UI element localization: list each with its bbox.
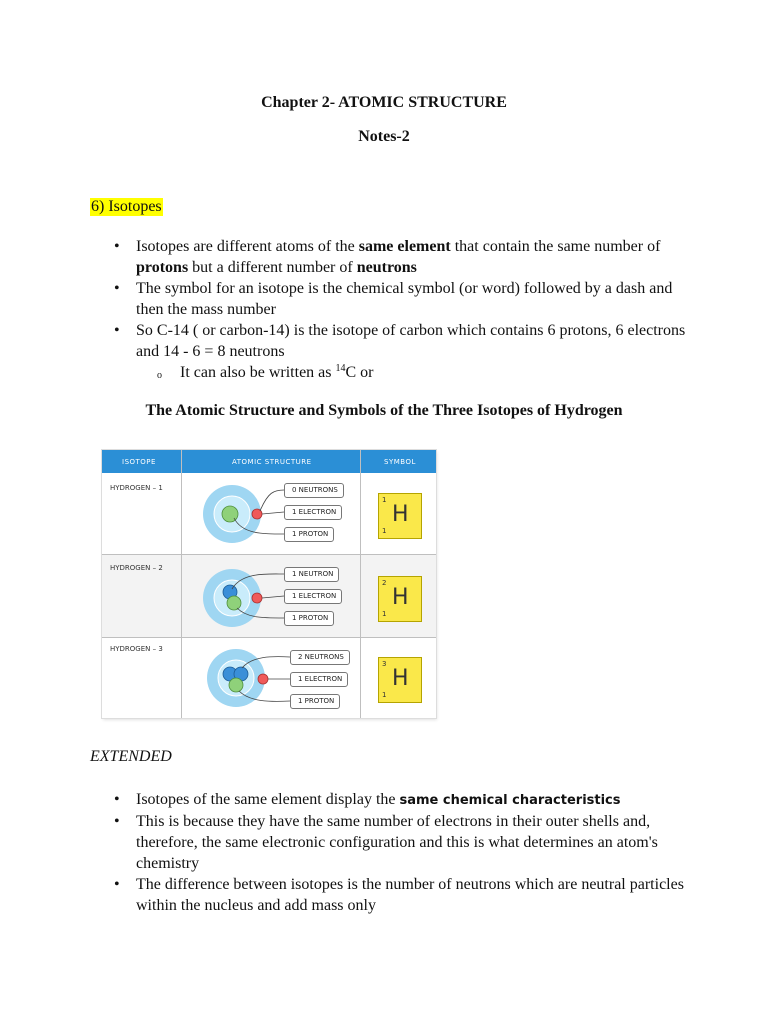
list-item: • The difference between isotopes is the number of neutrons which are neutral particles within the nucleus and add mass only [90, 874, 690, 916]
sub-list [136, 362, 690, 383]
electron-particle [252, 593, 262, 603]
label-pointer [260, 490, 284, 511]
list-item: • Isotopes of the same element display the same chemical characteristics [90, 789, 690, 811]
electron-label: 1 ELECTRON [284, 505, 342, 520]
electron-particle [258, 674, 268, 684]
list-item: • So C-14 ( or carbon-14) is the isotope of carbon which contains 6 protons, 6 electrons and 14 - 6 = 8 neutrons o It can also be written as $^{14}$C or [90, 320, 690, 383]
extended-heading: EXTENDED [90, 748, 172, 765]
isotope-symbol-box [378, 576, 422, 622]
hydrogen-1-atom [203, 485, 284, 543]
notes-title: Notes-2 [358, 128, 410, 145]
list-item: • This is because they have the same number of electrons in their outer shells and, therefore, the same electronic configuration and this is what determines an atom's chemistry [90, 811, 690, 874]
label-pointer [262, 512, 284, 514]
isotope-symbol-box [378, 657, 422, 703]
element-symbol: H [392, 585, 409, 610]
neutron-label: 0 NEUTRONS [284, 483, 344, 498]
isotope-symbol-box [378, 493, 422, 539]
proton-particle [227, 596, 241, 610]
mass-number: 1 [382, 496, 387, 504]
list-item: • Isotopes are different atoms of the same element that contain the same number of protons but a different number of neutrons [90, 236, 690, 278]
proton-label: 1 PROTON [284, 611, 334, 626]
isotope-name: HYDROGEN – 2 [110, 564, 163, 572]
element-symbol: H [392, 502, 409, 527]
proton-particle [229, 678, 243, 692]
neutron-label: 2 NEUTRONS [290, 650, 350, 665]
label-pointer [262, 596, 284, 598]
header-isotope: ISOTOPE [122, 458, 156, 466]
atomic-number: 1 [382, 527, 387, 535]
isotopes-bullet-list [90, 236, 690, 383]
mass-number: 3 [382, 660, 387, 668]
atomic-number: 1 [382, 691, 387, 699]
electron-label: 1 ELECTRON [290, 672, 348, 687]
figure-title: The Atomic Structure and Symbols of the Three Isotopes of Hydrogen [145, 402, 623, 419]
isotope-name: HYDROGEN – 3 [110, 645, 163, 653]
chapter-title: Chapter 2- ATOMIC STRUCTURE [261, 94, 507, 111]
hydrogen-2-atom [203, 569, 284, 627]
atomic-number: 1 [382, 610, 387, 618]
mass-number: 2 [382, 579, 387, 587]
header-symbol: SYMBOL [384, 458, 416, 466]
hydrogen-isotopes-figure [102, 450, 436, 718]
proton-particle [222, 506, 238, 522]
header-structure: ATOMIC STRUCTURE [232, 458, 312, 466]
extended-bullet-list [90, 789, 690, 916]
hydrogen-3-atom [207, 649, 290, 707]
element-symbol: H [392, 666, 409, 691]
list-item: • The symbol for an isotope is the chemical symbol (or word) followed by a dash and then the mass number [90, 278, 690, 320]
electron-label: 1 ELECTRON [284, 589, 342, 604]
proton-label: 1 PROTON [290, 694, 340, 709]
section-heading-isotopes: 6) Isotopes [91, 198, 162, 215]
neutron-label: 1 NEUTRON [284, 567, 339, 582]
isotope-name: HYDROGEN – 1 [110, 484, 163, 492]
proton-label: 1 PROTON [284, 527, 334, 542]
sub-list-item: o It can also be written as $^{14}$C or [136, 362, 690, 383]
